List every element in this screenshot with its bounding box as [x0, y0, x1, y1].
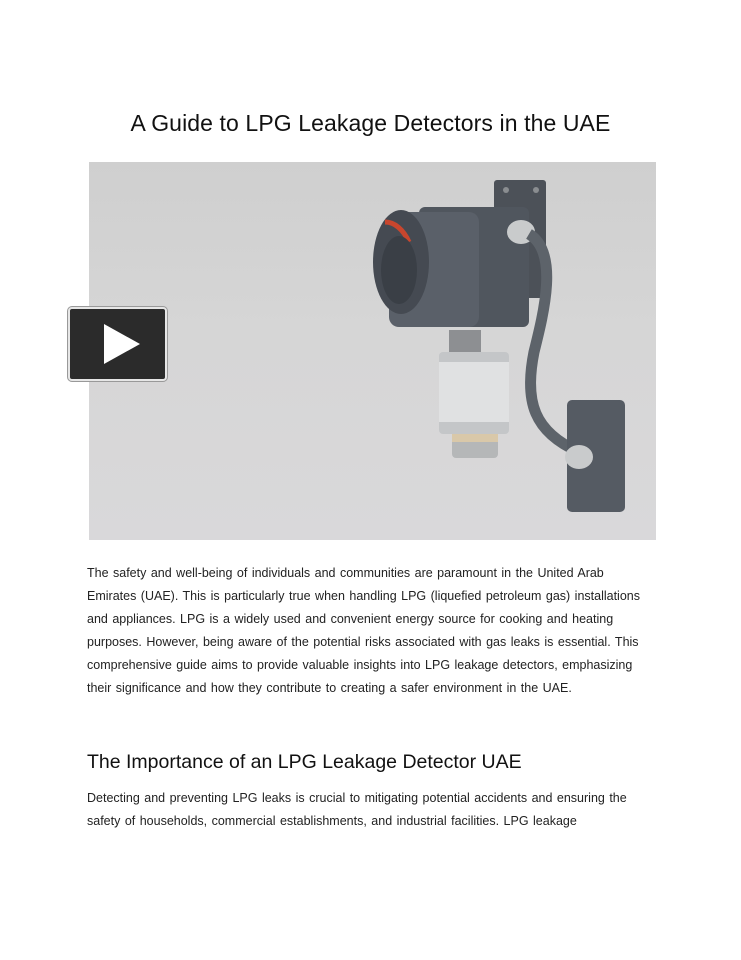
- intro-paragraph: The safety and well-being of individuals and communities are paramount in the United Arab Emirates (UAE). This is particularly true when handling LPG (liquefied petroleum gas) installations and appliances. LPG is a widely used and convenient energy source for cooking and heating purposes. However, being aware of the potential risks associated with gas leaks is essential. This comprehensive guide aims to provide valuable insights into LPG leakage detectors, emphasizing their significance and how they contribute to creating a safer environment in the UAE.: [87, 566, 640, 696]
- play-button[interactable]: [68, 307, 167, 381]
- hero-image: [89, 162, 656, 540]
- section-heading: The Importance of an LPG Leakage Detector UAE: [87, 751, 522, 773]
- play-icon: [104, 324, 140, 364]
- section-paragraph: Detecting and preventing LPG leaks is crucial to mitigating potential accidents and ensuring the safety of households, commercial establishments, and industrial facilities. LPG leakage: [87, 791, 627, 829]
- document-title: A Guide to LPG Leakage Detectors in the UAE: [130, 110, 611, 136]
- gas-detector-illustration: [89, 162, 656, 540]
